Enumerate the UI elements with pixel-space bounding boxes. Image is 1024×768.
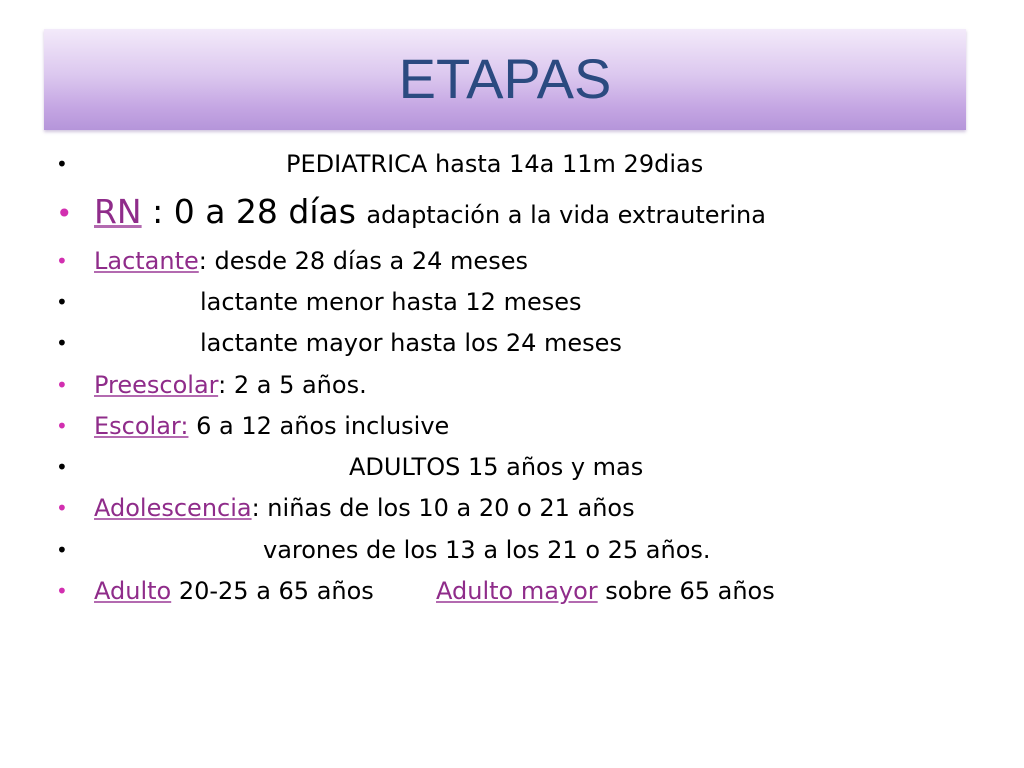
bullet-marker: •: [56, 579, 68, 603]
bullet-marker: •: [56, 152, 68, 176]
list-item-escolar: [0, 406, 1024, 446]
term-escolar: Escolar:: [94, 412, 189, 440]
bullet-marker: •: [56, 290, 68, 314]
title-band: [44, 29, 966, 130]
item-text: PEDIATRICA hasta 14a 11m 29dias: [286, 150, 704, 178]
item-text-group: [94, 488, 635, 528]
bullet-marker: •: [56, 249, 68, 273]
item-rest: : desde 28 días a 24 meses: [198, 247, 528, 275]
item-text-group: [94, 406, 449, 446]
item-text-group: [94, 365, 367, 405]
list-item-adulto: [0, 571, 1024, 611]
term-adulto: Adulto: [94, 577, 172, 605]
item-text-group: [94, 241, 528, 281]
list-item-lactante: [0, 241, 1024, 281]
list-item-adolescencia: [0, 488, 1024, 528]
bullet-marker: •: [56, 538, 68, 562]
bullet-marker: •: [56, 331, 68, 355]
bullet-marker: •: [56, 455, 68, 479]
item-mid: : 0 a 28 días: [141, 192, 367, 231]
item-text: lactante menor hasta 12 meses: [200, 288, 582, 316]
bullet-marker: •: [56, 373, 68, 397]
item-rest: : niñas de los 10 a 20 o 21 años: [251, 494, 635, 522]
item-rest-2: sobre 65 años: [597, 577, 775, 605]
slide-title: ETAPAS: [398, 47, 612, 110]
item-text: lactante mayor hasta los 24 meses: [200, 329, 622, 357]
term-adolescencia: Adolescencia: [94, 494, 252, 522]
item-rest: 6 a 12 años inclusive: [188, 412, 450, 440]
item-text-group: [94, 571, 374, 611]
list-item-adultos: [0, 447, 1024, 487]
item-text: varones de los 13 a los 21 o 25 años.: [263, 536, 711, 564]
term-preescolar: Preescolar: [94, 371, 219, 399]
list-item-lactante-mayor: [0, 323, 1024, 363]
term-adulto-mayor: Adulto mayor: [436, 577, 598, 605]
term-rn: RN: [94, 192, 142, 231]
item-text: ADULTOS 15 años y mas: [349, 453, 644, 481]
bullet-marker: •: [56, 197, 73, 230]
list-item-pediatrica: [0, 144, 1024, 184]
item-rest: adaptación a la vida extrauterina: [366, 201, 766, 229]
item-text-group: [94, 192, 766, 235]
list-item-lactante-menor: [0, 282, 1024, 322]
item-rest: 20-25 a 65 años: [171, 577, 374, 605]
list-item-rn: [0, 194, 1024, 234]
bullet-marker: •: [56, 496, 68, 520]
bullet-marker: •: [56, 414, 68, 438]
item-rest: : 2 a 5 años.: [218, 371, 367, 399]
term-lactante: Lactante: [94, 247, 199, 275]
item-text-group-2: [436, 571, 775, 611]
list-item-preescolar: [0, 365, 1024, 405]
list-item-varones: [0, 530, 1024, 570]
